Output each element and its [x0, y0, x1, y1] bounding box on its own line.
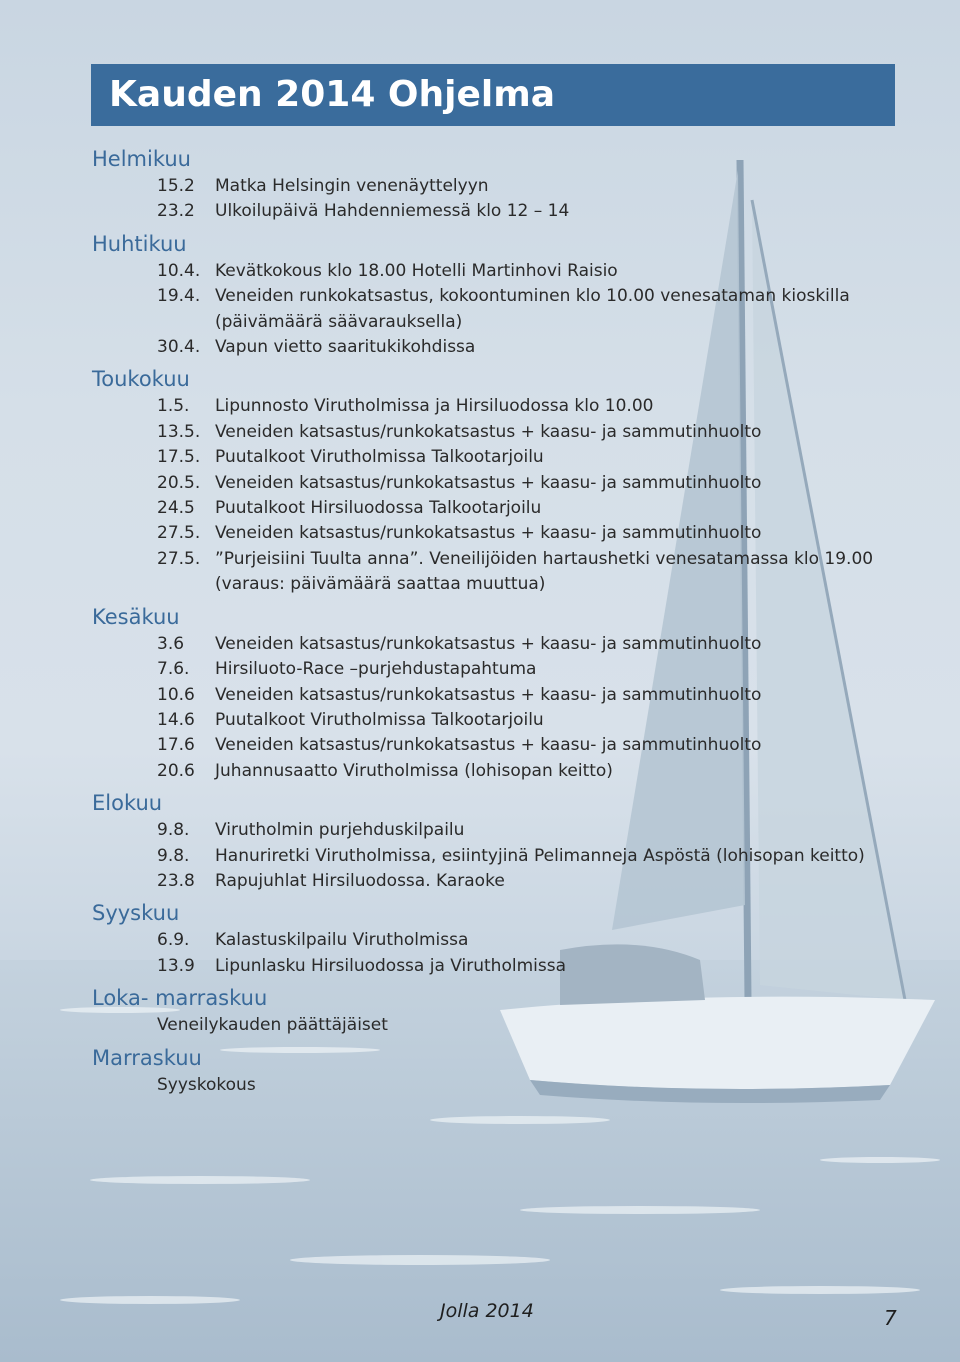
- month-heading: Elokuu: [92, 791, 163, 816]
- event-row: [157, 954, 912, 979]
- event-description: Veneiden katsastus/runkokatsastus + kaasu- ja sammutinhuolto: [215, 523, 762, 544]
- month-heading: Kesäkuu: [92, 604, 180, 629]
- event-row: [157, 759, 912, 784]
- program-list: [92, 140, 912, 1098]
- event-description: ”Purjeisiini Tuulta anna”. Veneilijöiden hartaushetki venesatamassa klo 19.00 (varaus: päivämäärä saattaa muuttua): [215, 548, 874, 595]
- event-date: 20.6: [157, 760, 195, 781]
- event-row: [157, 445, 912, 470]
- month-heading: Loka- marraskuu: [92, 986, 268, 1011]
- event-row: [157, 657, 912, 682]
- event-description: Kalastuskilpailu Virutholmissa: [215, 930, 469, 951]
- event-date: 24.5: [157, 498, 195, 519]
- event-row: [157, 683, 912, 708]
- event-description: Ulkoilupäivä Hahdenniemessä klo 12 – 14: [215, 201, 570, 222]
- event-date: 19.4.: [157, 286, 201, 307]
- event-date: 10.6: [157, 684, 195, 705]
- event-date: 13.9: [157, 955, 195, 976]
- event-row: [157, 284, 912, 335]
- event-row: [157, 928, 912, 953]
- event-description: Lipunlasku Hirsiluodossa ja Virutholmissa: [215, 955, 566, 976]
- event-date: 13.5.: [157, 421, 201, 442]
- event-date: 9.8.: [157, 820, 190, 841]
- event-description: Matka Helsingin venenäyttelyyn: [215, 176, 489, 196]
- month-heading: Marraskuu: [92, 1045, 202, 1070]
- event-row: [157, 521, 912, 546]
- event-description: Puutalkoot Virutholmissa Talkootarjoilu: [215, 709, 544, 730]
- event-row: [157, 199, 912, 224]
- event-description: Veneiden katsastus/runkokatsastus + kaasu- ja sammutinhuolto: [215, 633, 762, 654]
- publication-name: Jolla 2014: [440, 1300, 534, 1322]
- event-row: [157, 632, 912, 657]
- month-heading: Helmikuu: [92, 147, 191, 171]
- month-heading: Toukokuu: [92, 367, 190, 392]
- event-row: [157, 174, 912, 199]
- event-row: [157, 420, 912, 445]
- event-description: Veneilykauden päättäjäiset: [157, 1015, 388, 1036]
- event-date: 10.4.: [157, 260, 201, 281]
- month-heading: Syyskuu: [92, 901, 180, 926]
- event-description: Lipunnosto Virutholmissa ja Hirsiluodossa klo 10.00: [215, 396, 654, 417]
- event-date: 9.8.: [157, 845, 190, 866]
- event-description: Hirsiluoto-Race –purjehdustapahtuma: [215, 659, 537, 680]
- event-date: 30.4.: [157, 337, 201, 358]
- event-description: Puutalkoot Virutholmissa Talkootarjoilu: [215, 447, 544, 468]
- event-description: Rapujuhlat Hirsiluodossa. Karaoke: [215, 870, 505, 891]
- event-description: Hanuriretki Virutholmissa, esiintyjinä Pelimanneja Aspöstä (lohisopan keitto): [215, 845, 865, 866]
- event-row: [157, 818, 912, 843]
- page-number: 7: [884, 1306, 897, 1330]
- event-description: Virutholmin purjehduskilpailu: [215, 820, 465, 841]
- event-date: 20.5.: [157, 472, 201, 493]
- event-description: Veneiden katsastus/runkokatsastus + kaasu- ja sammutinhuolto: [215, 472, 762, 493]
- event-date: 3.6: [157, 633, 185, 654]
- event-row: [157, 259, 912, 284]
- event-description: Veneiden runkokatsastus, kokoontuminen klo 10.00 venesataman kioskilla (päivämäärä säävarauksella): [215, 286, 850, 332]
- event-description: Veneiden katsastus/runkokatsastus + kaasu- ja sammutinhuolto: [215, 735, 762, 756]
- event-row: [157, 394, 912, 419]
- event-date: 15.2: [157, 176, 195, 196]
- event-date: 27.5.: [157, 548, 201, 569]
- event-date: 27.5.: [157, 523, 201, 544]
- month-heading: Huhtikuu: [92, 231, 187, 256]
- event-row: [157, 471, 912, 496]
- event-date: 17.6: [157, 735, 195, 756]
- event-row: [157, 547, 912, 598]
- event-description: Juhannusaatto Virutholmissa (lohisopan keitto): [215, 760, 613, 781]
- event-description: Veneiden katsastus/runkokatsastus + kaasu- ja sammutinhuolto: [215, 421, 762, 442]
- event-row: [157, 844, 912, 869]
- event-date: 17.5.: [157, 447, 201, 468]
- page-title: Kauden 2014 Ohjelma: [109, 74, 556, 115]
- event-description: Syyskokous: [157, 1074, 256, 1095]
- event-row: [157, 335, 912, 360]
- event-date: 23.2: [157, 201, 195, 222]
- event-row: [157, 708, 912, 733]
- event-row: [157, 496, 912, 521]
- title-bar: [91, 64, 895, 126]
- event-date: 23.8: [157, 870, 195, 891]
- event-row: [157, 869, 912, 894]
- event-date: 7.6.: [157, 659, 190, 680]
- event-row: [157, 733, 912, 758]
- event-date: 14.6: [157, 709, 195, 730]
- event-description: Puutalkoot Hirsiluodossa Talkootarjoilu: [215, 498, 542, 519]
- event-date: 6.9.: [157, 930, 190, 951]
- event-description: Kevätkokous klo 18.00 Hotelli Martinhovi Raisio: [215, 260, 618, 281]
- event-description: Veneiden katsastus/runkokatsastus + kaasu- ja sammutinhuolto: [215, 684, 762, 705]
- event-date: 1.5.: [157, 396, 190, 417]
- event-description: Vapun vietto saaritukikohdissa: [215, 337, 476, 358]
